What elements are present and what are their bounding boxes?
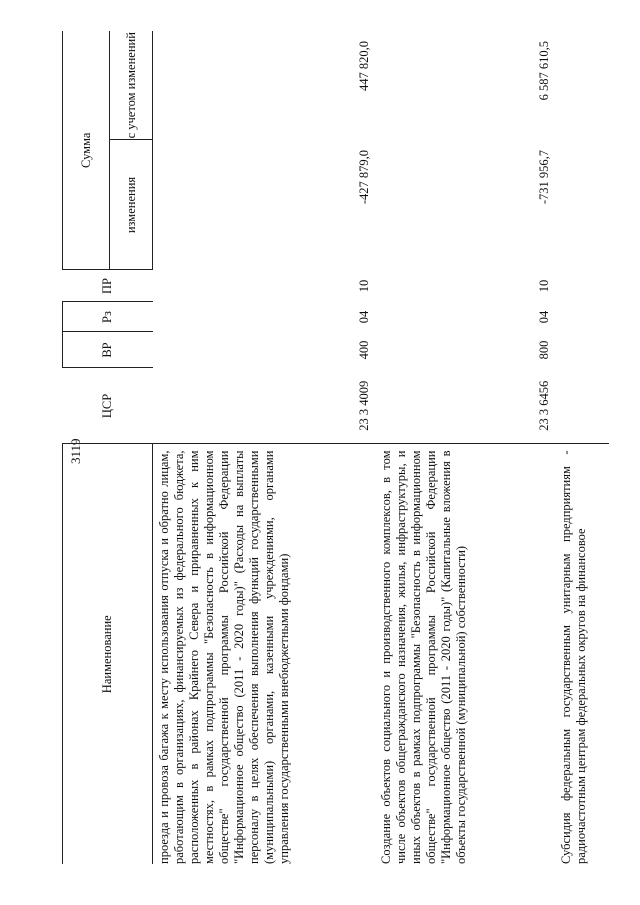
table-row: [375, 31, 555, 864]
row-name: проезда и провоза багажа к месту использования отпуска и обратно лицам, работающим в организациях, финансируемых из федерального бюджета, расположенных в районах Крайнего Севера и приравненных к ним местностях, в рамках подпрограммы "Безопасность в информационном обществе" государственной программы Российской Федерации "Информационное общество (2011 - 2020 годы)" (Расходы на выплаты персоналу в целях обеспечения выполнения функций государственными (муниципальными) органами, казенными учреждениями, органами управления государственными внебюджетными фондами): [153, 444, 376, 864]
header-csr: ЦСР: [63, 368, 153, 444]
header-with-change: с учетом изменений: [110, 31, 153, 140]
header-vr: ВР: [63, 332, 153, 368]
row-csr: [555, 368, 609, 444]
budget-table: [62, 31, 609, 864]
row-rz: 04: [357, 310, 371, 324]
row-with-change: 447 820,0: [357, 41, 371, 91]
row-vr: [555, 332, 609, 368]
row-rz: [555, 302, 609, 332]
header-name: Наименование: [63, 444, 153, 864]
row-change: [555, 140, 609, 270]
row-with-change: 6 587 610,5: [537, 41, 551, 101]
table-row: [555, 31, 609, 864]
row-name: Создание объектов социального и производственного комплексов, в том числе объектов общегражданского назначения, жилья, инфраструктуры, и иных объектов в рамках подпрограммы "Безопасность в информационном обществе" государственной программы Российской Федерации "Информационное общество (2011 - 2020 годы)" (Капитальные вложения в объекты государственной (муниципальной) собственности): [375, 444, 555, 864]
row-pr: 10: [357, 279, 371, 293]
row-csr: 23 3 6456: [537, 380, 551, 431]
row-vr: 800: [537, 340, 551, 360]
row-change: -731 956,7: [537, 150, 551, 205]
row-change: -427 879,0: [357, 150, 371, 205]
header-rz: Рз: [63, 302, 153, 332]
table-row: [153, 31, 376, 864]
header-sum: Сумма: [63, 31, 110, 270]
row-pr: 10: [537, 279, 551, 293]
row-pr: [555, 270, 609, 302]
row-name: Субсидия федеральным государственным унитарным предприятиям - радиочастотным центрам федеральных округов на финансовое: [555, 444, 609, 864]
row-csr: 23 3 4009: [357, 380, 371, 431]
page-number: 3119: [68, 438, 83, 464]
header-change: изменения: [110, 140, 153, 270]
row-vr: 400: [357, 340, 371, 360]
row-with-change: [555, 31, 609, 140]
row-rz: 04: [537, 310, 551, 324]
header-pr: ПР: [63, 270, 153, 302]
